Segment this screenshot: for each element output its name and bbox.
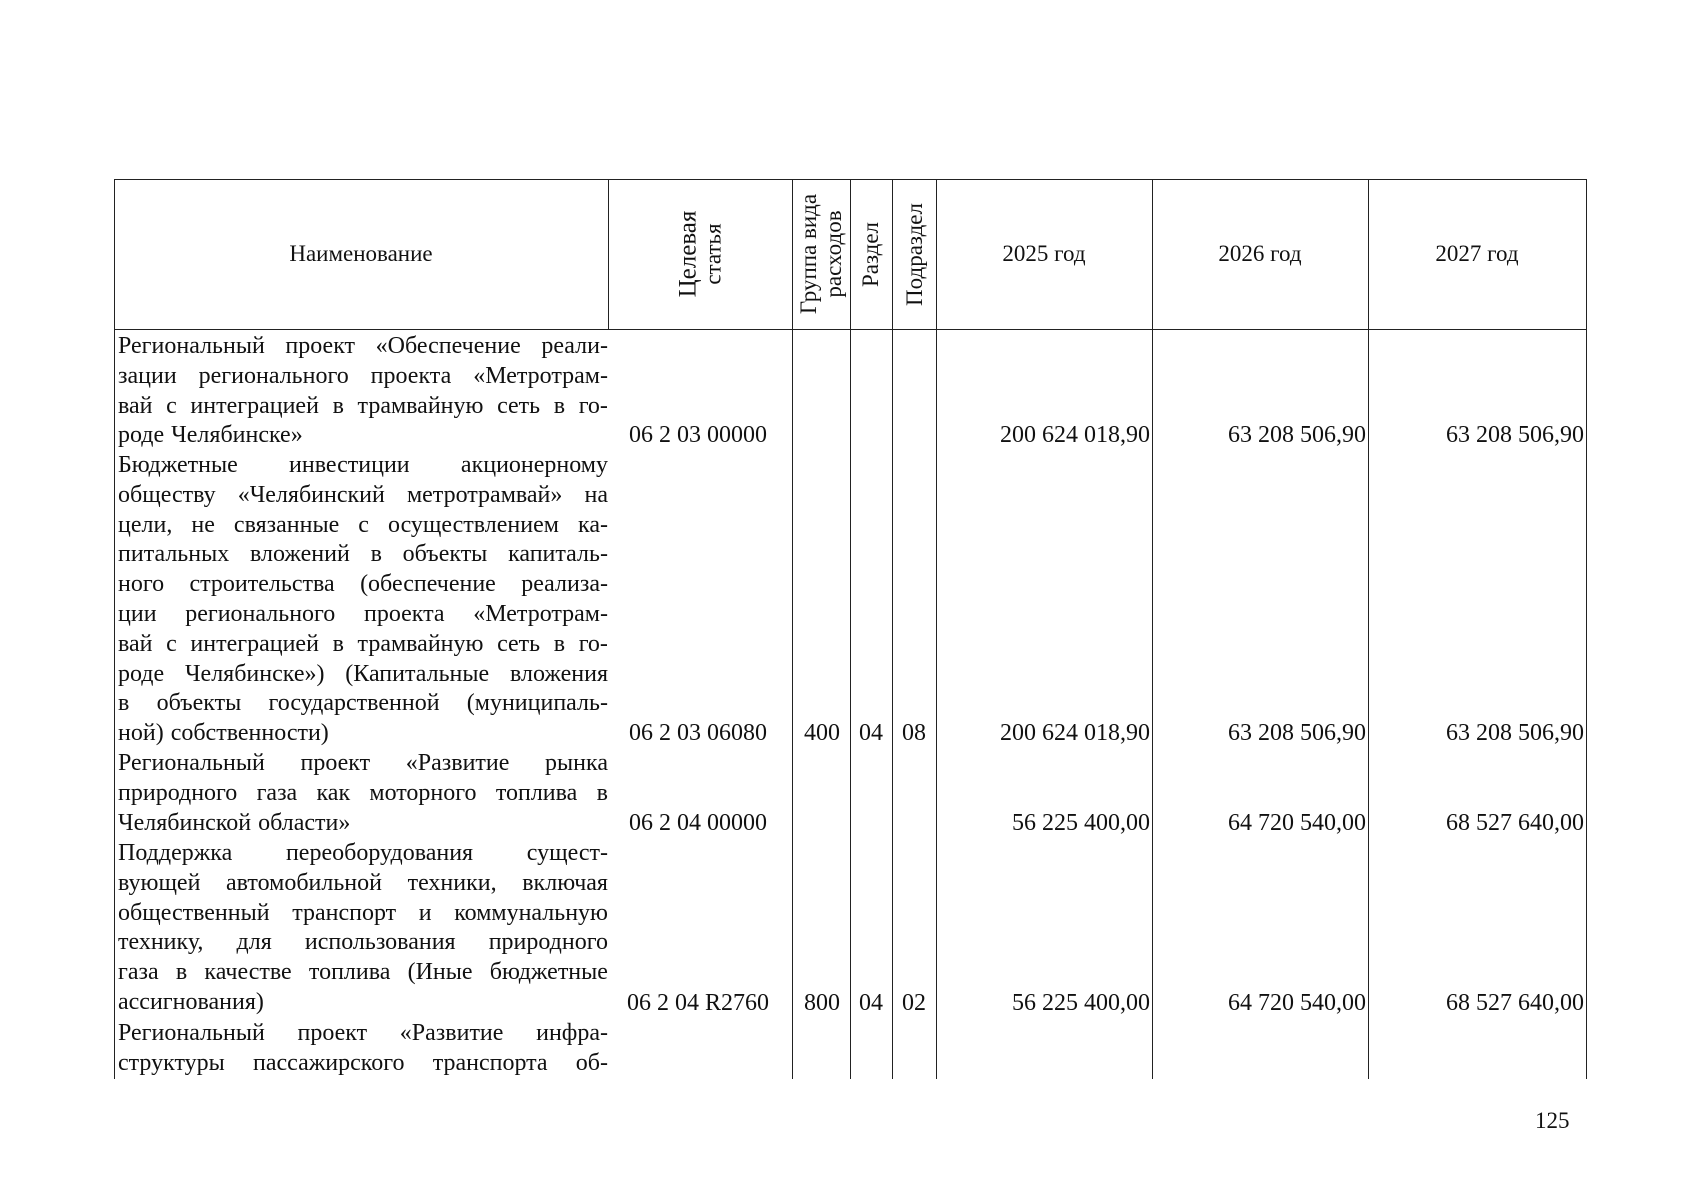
name-word: газа	[256, 779, 298, 806]
row-target-item: 06 2 04 00000	[629, 810, 767, 836]
name-word: объекты	[402, 541, 488, 568]
name-word: структуры	[118, 1049, 225, 1076]
name-word: «Челябинский	[237, 481, 385, 508]
name-line	[118, 630, 608, 660]
name-line	[118, 1049, 608, 1079]
header-section-cell	[850, 179, 892, 329]
name-word: трамвайную	[357, 392, 484, 419]
name-word: в	[553, 392, 566, 419]
name-word: трамвайную	[357, 630, 484, 657]
name-word: (Иные	[407, 959, 473, 986]
header-section-rotated	[859, 221, 884, 286]
name-word: роде	[118, 422, 165, 449]
row-amount-2026: 64 720 540,00	[1228, 810, 1366, 836]
name-word: (Капитальные	[345, 660, 490, 687]
budget-table	[114, 179, 1588, 1079]
name-line	[118, 660, 608, 690]
name-word: рынка	[545, 750, 608, 776]
name-word: Региональный	[118, 1020, 265, 1046]
header-target-item-rotated	[675, 211, 725, 298]
name-word: регионального	[185, 600, 336, 627]
name-word: ции	[118, 600, 157, 627]
name-word: Поддержка	[118, 840, 233, 866]
name-word: и	[418, 899, 432, 926]
name-word: топлива	[495, 779, 578, 806]
header-target-item-line-1: Целевая	[673, 210, 701, 298]
name-word: технику,	[118, 929, 204, 956]
row-amount-2026: 64 720 540,00	[1228, 990, 1366, 1016]
name-word: с	[166, 630, 177, 657]
name-word: цели,	[118, 511, 173, 538]
name-word: объекты	[156, 690, 242, 717]
name-line	[118, 869, 608, 899]
name-line	[118, 809, 608, 839]
name-word: Челябинской	[118, 809, 252, 836]
name-word: коммунальную	[454, 899, 608, 926]
name-word: государственной	[268, 690, 440, 717]
name-word: регионального	[198, 362, 349, 389]
name-word: в	[118, 690, 130, 717]
name-word: проект	[297, 1020, 368, 1046]
name-line	[118, 689, 608, 719]
name-word: Челябинске»)	[184, 660, 325, 687]
name-word: сущест-	[526, 840, 608, 866]
name-line	[118, 928, 608, 958]
row-subsection: 08	[902, 720, 926, 746]
name-word: интеграцией	[190, 630, 319, 657]
name-word: реализа-	[521, 571, 608, 598]
name-line	[118, 1019, 608, 1049]
row-amount-2026: 63 208 506,90	[1228, 720, 1366, 746]
header-target-item	[608, 179, 792, 329]
name-word: реали-	[541, 333, 608, 359]
name-word: метротрамвай»	[406, 481, 563, 508]
header-expense-group	[792, 179, 850, 329]
name-word: области»	[258, 809, 351, 836]
name-word: ной)	[118, 720, 164, 747]
table-right-border	[1586, 179, 1587, 1079]
table-row-name	[118, 451, 608, 749]
row-amount-2027: 63 208 506,90	[1446, 422, 1584, 448]
name-word: вай	[118, 630, 153, 657]
name-line	[118, 392, 608, 422]
name-word: в	[332, 630, 344, 657]
name-word: не	[191, 511, 215, 538]
name-word: «Развитие	[399, 1020, 504, 1046]
header-subsection-rotated	[902, 203, 927, 306]
name-line	[118, 540, 608, 570]
name-word: проекта	[370, 362, 452, 389]
name-word: вай	[118, 392, 153, 419]
name-word: собственности)	[170, 720, 329, 747]
header-year-2027-label: 2027 год	[1435, 241, 1519, 266]
name-line	[118, 988, 608, 1018]
name-word: бюджетные	[489, 959, 608, 986]
name-word: на	[584, 481, 608, 508]
name-word: осуществлением	[387, 511, 559, 538]
row-section: 04	[859, 990, 883, 1016]
table-row-name	[118, 749, 608, 838]
name-word: топлива	[308, 959, 391, 986]
row-amount-2026: 63 208 506,90	[1228, 422, 1366, 448]
header-year-2025-label: 2025 год	[1002, 241, 1086, 266]
name-word: вложения	[509, 660, 608, 687]
name-word: транспорта	[432, 1049, 548, 1076]
name-line	[118, 481, 608, 511]
name-word: как	[316, 779, 351, 806]
name-word: для	[236, 929, 272, 956]
header-year-2026	[1152, 179, 1368, 329]
row-section: 04	[859, 720, 883, 746]
name-line	[118, 362, 608, 392]
name-word: общественный	[118, 899, 270, 926]
row-expense-group: 800	[804, 990, 840, 1016]
page-number: 125	[1535, 1108, 1570, 1133]
name-word: капиталь-	[508, 541, 608, 568]
row-amount-2025: 56 225 400,00	[1012, 990, 1150, 1016]
name-word: зации	[118, 362, 177, 389]
name-word: «Развитие	[405, 750, 510, 776]
name-word: проект	[285, 333, 356, 359]
row-target-item: 06 2 03 00000	[629, 422, 767, 448]
name-word: «Метротрам-	[473, 362, 608, 389]
header-year-2027	[1368, 179, 1586, 329]
name-word: техники,	[407, 869, 497, 896]
name-word: качестве	[204, 959, 292, 986]
header-subsection-label: Подраздел	[901, 202, 927, 306]
header-name-label: Наименование	[289, 241, 433, 266]
name-word: обществу	[118, 481, 216, 508]
row-amount-2025: 200 624 018,90	[1000, 422, 1150, 448]
name-word: в	[596, 779, 608, 806]
name-line	[118, 779, 608, 809]
name-word: питальных	[118, 541, 230, 568]
name-line	[118, 719, 608, 749]
name-word: (обеспечение	[360, 571, 496, 598]
name-word: (муниципаль-	[466, 690, 608, 717]
name-word: транспорт	[292, 899, 397, 926]
row-expense-group: 400	[804, 720, 840, 746]
name-word: газа	[118, 959, 159, 986]
name-word: ка-	[578, 511, 608, 538]
name-line	[118, 511, 608, 541]
name-word: об-	[575, 1049, 608, 1076]
name-word: Региональный	[118, 750, 265, 776]
name-word: в	[332, 392, 344, 419]
name-word: природного	[118, 779, 238, 806]
row-target-item: 06 2 04 R2760	[626, 990, 769, 1016]
name-word: с	[358, 511, 369, 538]
name-word: го-	[578, 630, 608, 657]
name-word: природного	[488, 929, 608, 956]
name-line	[118, 899, 608, 929]
name-word: строительства	[189, 571, 335, 598]
name-word: проекта	[363, 600, 445, 627]
name-line	[118, 839, 608, 869]
name-line	[118, 958, 608, 988]
name-word: интеграцией	[190, 392, 319, 419]
name-line	[118, 421, 608, 451]
name-word: ассигнования)	[118, 988, 264, 1015]
header-expense-group-rotated	[796, 194, 846, 314]
name-word: проект	[300, 750, 371, 776]
header-expense-group-line-1: Группа вида	[796, 193, 822, 315]
row-amount-2027: 63 208 506,90	[1446, 720, 1584, 746]
table-row-name	[118, 1019, 608, 1079]
row-subsection: 02	[902, 990, 926, 1016]
name-word: инфра-	[536, 1020, 608, 1046]
name-word: включая	[522, 869, 608, 896]
header-target-item-line-2: статья	[699, 223, 725, 285]
name-word: в	[175, 959, 188, 986]
name-line	[118, 332, 608, 362]
name-word: связанные	[233, 511, 340, 538]
name-line	[118, 749, 608, 779]
name-word: «Обеспечение	[375, 333, 521, 359]
name-word: «Метротрам-	[473, 600, 608, 627]
name-word: с	[166, 392, 177, 419]
name-word: роде	[118, 660, 165, 687]
table-row-name	[118, 332, 608, 451]
header-expense-group-line-2: расходов	[821, 210, 847, 298]
name-word: го-	[578, 392, 608, 419]
header-year-2025	[936, 179, 1152, 329]
name-word: Бюджетные	[118, 452, 238, 478]
table-row-name	[118, 839, 608, 1018]
row-amount-2027: 68 527 640,00	[1446, 810, 1584, 836]
header-name	[114, 179, 608, 329]
name-word: моторного	[369, 779, 477, 806]
name-line	[118, 451, 608, 481]
row-amount-2025: 200 624 018,90	[1000, 720, 1150, 746]
name-line	[118, 600, 608, 630]
name-word: переоборудования	[285, 840, 474, 866]
name-word: использования	[304, 929, 456, 956]
header-year-2026-label: 2026 год	[1218, 241, 1302, 266]
name-word: в	[370, 541, 382, 568]
header-subsection	[892, 179, 936, 329]
name-word: ного	[118, 571, 165, 598]
name-word: вложений	[249, 541, 350, 568]
name-word: сеть	[497, 392, 541, 419]
name-word: пассажирского	[252, 1049, 405, 1076]
name-word: сеть	[497, 630, 541, 657]
name-word: Челябинске»	[171, 422, 303, 449]
name-word: акционерному	[460, 452, 608, 478]
name-word: инвестиции	[289, 452, 410, 478]
name-word: автомобильной	[226, 869, 382, 896]
row-amount-2025: 56 225 400,00	[1012, 810, 1150, 836]
name-word: вующей	[118, 869, 201, 896]
row-amount-2027: 68 527 640,00	[1446, 990, 1584, 1016]
name-word: Региональный	[118, 333, 265, 359]
name-word: в	[553, 630, 566, 657]
name-line	[118, 570, 608, 600]
row-target-item: 06 2 03 06080	[629, 720, 767, 746]
header-section-label: Раздел	[858, 221, 884, 287]
